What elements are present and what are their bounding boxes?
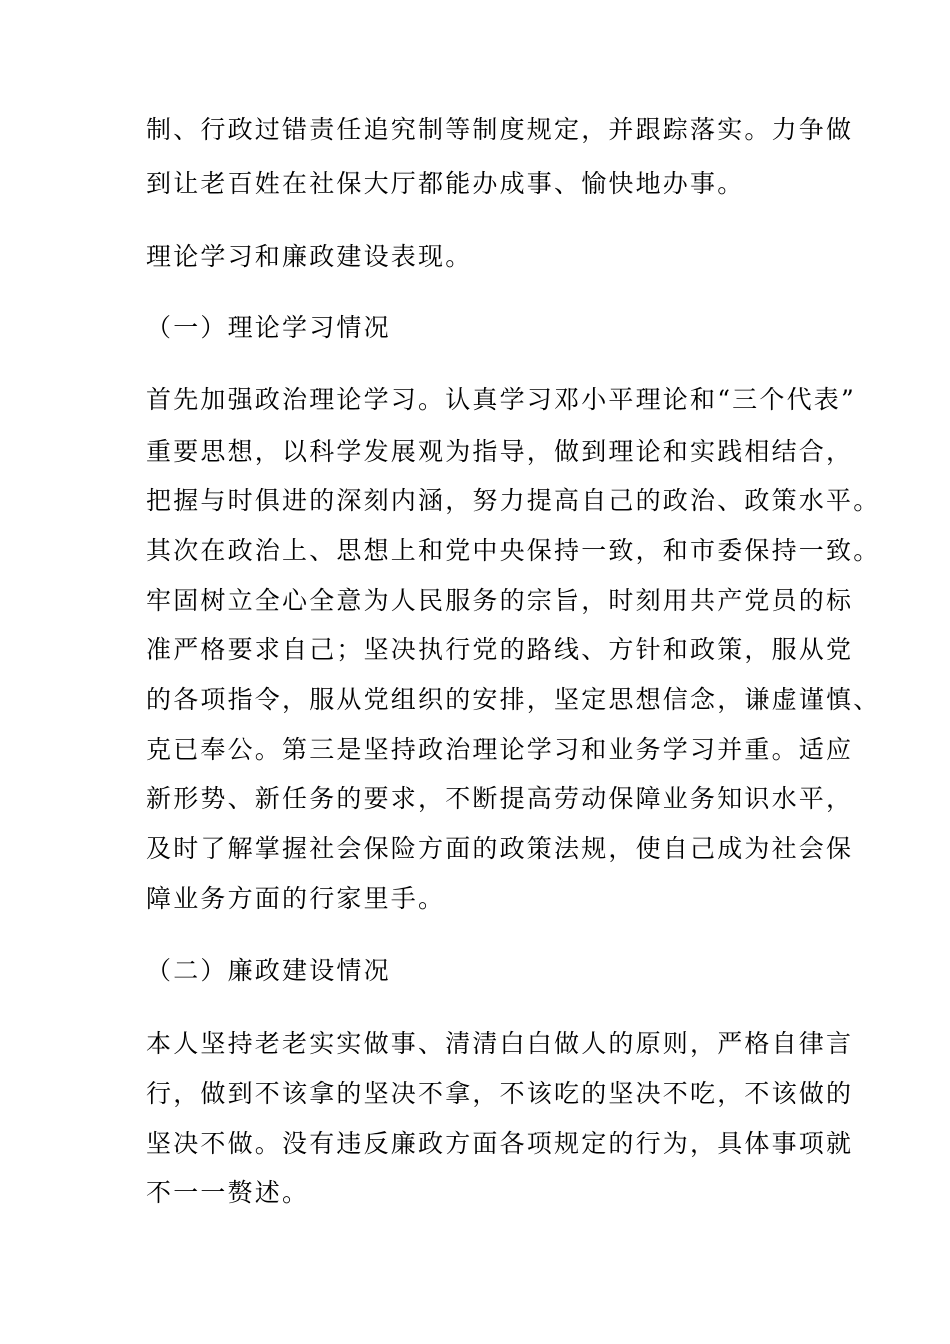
paragraph-line: 把握与时俱进的深刻内涵，努力提高自己的政治、政策水平。 — [146, 486, 881, 515]
paragraph-line: 的各项指令，服从党组织的安排，坚定思想信念，谦虚谨慎、 — [146, 685, 881, 714]
paragraph-line: 本人坚持老老实实做事、清清白白做人的原则，严格自律言 — [146, 1029, 854, 1058]
paragraph-line: 准严格要求自己；坚决执行党的路线、方针和政策，服从党 — [146, 635, 854, 664]
paragraph-line: 克已奉公。第三是坚持政治理论学习和业务学习并重。适应 — [146, 735, 854, 764]
paragraph-line: 新形势、新任务的要求，不断提高劳动保障业务知识水平， — [146, 784, 854, 813]
section-heading: 理论学习和廉政建设表现。 — [146, 242, 473, 271]
paragraph-line: 制、行政过错责任追究制等制度规定，并跟踪落实。力争做 — [146, 115, 854, 144]
paragraph-line: 重要思想，以科学发展观为指导，做到理论和实践相结合， — [146, 437, 854, 466]
paragraph-line: 坚决不做。没有违反廉政方面各项规定的行为，具体事项就 — [146, 1129, 854, 1158]
paragraph-line: 及时了解掌握社会保险方面的政策法规，使自己成为社会保 — [146, 834, 854, 863]
subsection-heading: （一）理论学习情况 — [146, 313, 391, 342]
paragraph-line: 首先加强政治理论学习。认真学习邓小平理论和“三个代表” — [146, 385, 856, 414]
subsection-heading: （二）廉政建设情况 — [146, 956, 391, 985]
paragraph-line: 到让老百姓在社保大厅都能办成事、愉快地办事。 — [146, 169, 745, 198]
paragraph-line: 行，做到不该拿的坚决不拿，不该吃的坚决不吃，不该做的 — [146, 1079, 854, 1108]
paragraph-line: 牢固树立全心全意为人民服务的宗旨，时刻用共产党员的标 — [146, 586, 854, 615]
paragraph-line: 其次在政治上、思想上和党中央保持一致，和市委保持一致。 — [146, 536, 881, 565]
paragraph-line: 障业务方面的行家里手。 — [146, 884, 446, 913]
paragraph-line: 不一一赘述。 — [146, 1178, 310, 1207]
